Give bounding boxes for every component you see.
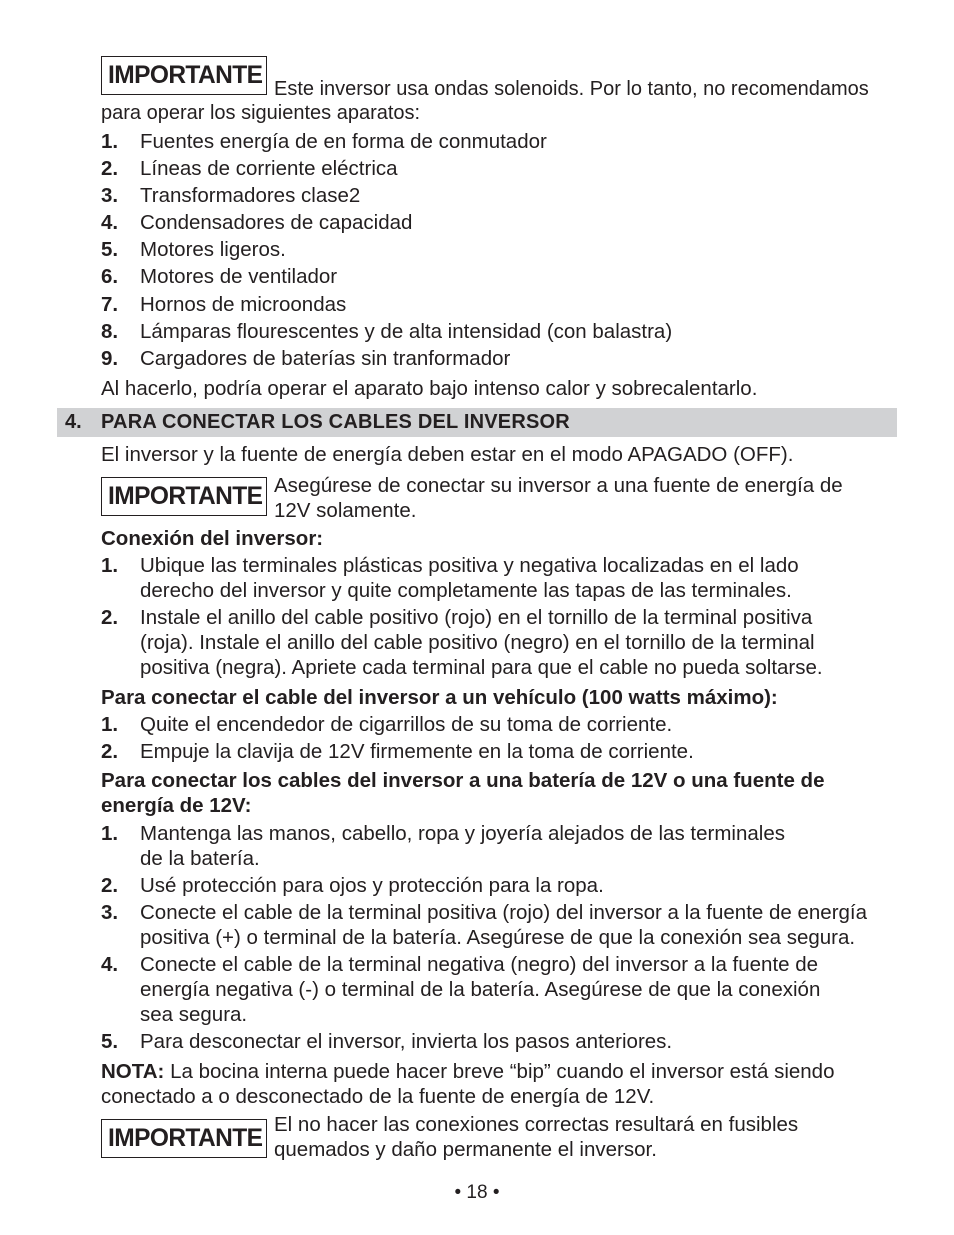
list-number: 1. xyxy=(101,822,119,845)
list-text: Líneas de corriente eléctrica xyxy=(140,157,398,181)
list-number: 8. xyxy=(101,319,119,343)
list-item xyxy=(101,739,694,764)
list-item xyxy=(101,952,867,1027)
list-text-line: Conecte el cable de la terminal positiva (rojo) del inversor a la fuente de energía xyxy=(140,901,868,924)
note-line: Este inversor usa ondas solenoids. Por lo tanto, no recomendamos xyxy=(274,78,869,100)
list-text-line: de la batería. xyxy=(140,847,260,870)
list-item xyxy=(101,873,867,898)
list-item xyxy=(101,821,867,871)
list-text-line: Empuje la clavija de 12V firmemente en la toma de corriente. xyxy=(140,740,694,763)
list-item xyxy=(101,345,672,372)
list-text-line: Conecte el cable de la terminal negativa (negro) del inversor a la fuente de xyxy=(140,953,819,976)
note-line: Asegúrese de conectar su inversor a una fuente de energía de xyxy=(274,474,843,497)
list-text: Cargadores de baterías sin tranformador xyxy=(140,346,511,370)
list-number: 9. xyxy=(101,346,119,370)
list-text-line: derecho del inversor y quite completamente las tapas de las terminales. xyxy=(140,579,792,602)
note-text xyxy=(274,473,914,523)
list-text: Motores de ventilador xyxy=(140,265,338,289)
list-text: Transformadores clase2 xyxy=(140,184,361,208)
list-number: 2. xyxy=(101,874,119,897)
list-item xyxy=(101,263,672,290)
list-number: 5. xyxy=(101,1030,119,1053)
list-text-line: Usé protección para ojos y protección para la ropa. xyxy=(140,874,604,897)
list-text-line: Quite el encendedor de cigarrillos de su toma de corriente. xyxy=(140,713,673,736)
list-number: 1. xyxy=(101,130,119,153)
list-text: Fuentes energía de en forma de conmutador xyxy=(140,130,547,153)
list-number: 6. xyxy=(101,265,119,289)
list-number: 1. xyxy=(101,713,119,736)
nota-line: conectado a o desconectado de la fuente de energía de 12V. xyxy=(101,1085,655,1108)
heading-line: energía de 12V: xyxy=(101,794,252,817)
list-number: 3. xyxy=(101,901,119,924)
note-line: para operar los siguientes aparatos: xyxy=(101,102,421,124)
list-text-line: Ubique las terminales plásticas positiva y negativa localizadas en el lado xyxy=(140,554,799,577)
list-item xyxy=(101,553,823,603)
list-number: 2. xyxy=(101,740,119,763)
list-item xyxy=(101,712,694,737)
list-item xyxy=(101,209,672,236)
list-number: 1. xyxy=(101,554,119,577)
battery-heading xyxy=(101,768,824,818)
list-number: 7. xyxy=(101,292,119,316)
vehicle-steps xyxy=(101,712,694,766)
list-number: 4. xyxy=(101,211,119,235)
list-text-line: Instale el anillo del cable positivo (rojo) en el tornillo de la terminal positiva xyxy=(140,606,813,629)
list-text-line: Para desconectar el inversor, invierta los pasos anteriores. xyxy=(140,1030,673,1053)
list-item xyxy=(101,128,672,155)
list-item xyxy=(101,155,672,182)
note-text xyxy=(274,1112,914,1162)
list-item xyxy=(101,291,672,318)
heat-warning: Al hacerlo, podría operar el aparato bajo intenso calor y sobrecalentarlo. xyxy=(101,377,758,400)
nota-paragraph xyxy=(101,1059,834,1109)
section-number: 4. xyxy=(65,411,82,433)
list-text: Condensadores de capacidad xyxy=(140,211,413,235)
nota-line xyxy=(101,1059,834,1084)
list-item xyxy=(101,182,672,209)
note-line: 12V solamente. xyxy=(274,499,417,522)
list-text: Motores ligeros. xyxy=(140,238,286,262)
appliance-list xyxy=(101,128,672,372)
list-text-line: Mantenga las manos, cabello, ropa y joyería alejados de las terminales xyxy=(140,822,785,845)
list-item xyxy=(101,605,823,680)
list-text-line: positiva (negra). Apriete cada terminal para que el cable no pueda soltarse. xyxy=(140,656,823,679)
note-line: El no hacer las conexiones correctas resultará en fusibles xyxy=(274,1113,799,1136)
connection-steps xyxy=(101,553,823,682)
list-number: 2. xyxy=(101,157,119,181)
nota-label: NOTA: xyxy=(101,1060,165,1083)
list-text: Lámparas flourescentes y de alta intensidad (con balastra) xyxy=(140,319,673,343)
list-number: 4. xyxy=(101,953,119,976)
section-title: PARA CONECTAR LOS CABLES DEL INVERSOR xyxy=(101,411,570,433)
note-line: quemados y daño permanente el inversor. xyxy=(274,1138,657,1161)
list-text-line: (roja). Instale el anillo del cable positivo (negro) en el tornillo de la terminal xyxy=(140,631,815,654)
list-text-line: positiva (+) o terminal de la batería. Asegúrese de que la conexión sea segura. xyxy=(140,926,856,949)
important-badge: IMPORTANTE xyxy=(101,1119,267,1158)
battery-steps xyxy=(101,821,867,1056)
off-mode-text: El inversor y la fuente de energía deben estar en el modo APAGADO (OFF). xyxy=(101,443,794,466)
connection-heading: Conexión del inversor: xyxy=(101,527,324,550)
list-item xyxy=(101,1029,867,1054)
list-number: 2. xyxy=(101,606,119,629)
list-item xyxy=(101,318,672,345)
list-item xyxy=(101,900,867,950)
list-text: Hornos de microondas xyxy=(140,292,347,316)
list-number: 5. xyxy=(101,238,119,262)
important-badge: IMPORTANTE xyxy=(101,56,267,95)
nota-text: La bocina interna puede hacer breve “bip” cuando el inversor está siendo xyxy=(164,1060,835,1083)
important-badge: IMPORTANTE xyxy=(101,477,267,516)
vehicle-heading: Para conectar el cable del inversor a un vehículo (100 watts máximo): xyxy=(101,686,778,709)
list-text-line: sea segura. xyxy=(140,1003,248,1026)
page-number: • 18 • xyxy=(454,1182,500,1203)
list-number: 3. xyxy=(101,184,119,208)
section-header xyxy=(57,408,897,437)
list-item xyxy=(101,236,672,263)
heading-line: Para conectar los cables del inversor a una batería de 12V o una fuente de xyxy=(101,769,825,792)
list-text-line: energía negativa (-) o terminal de la batería. Asegúrese de que la conexión xyxy=(140,978,821,1001)
